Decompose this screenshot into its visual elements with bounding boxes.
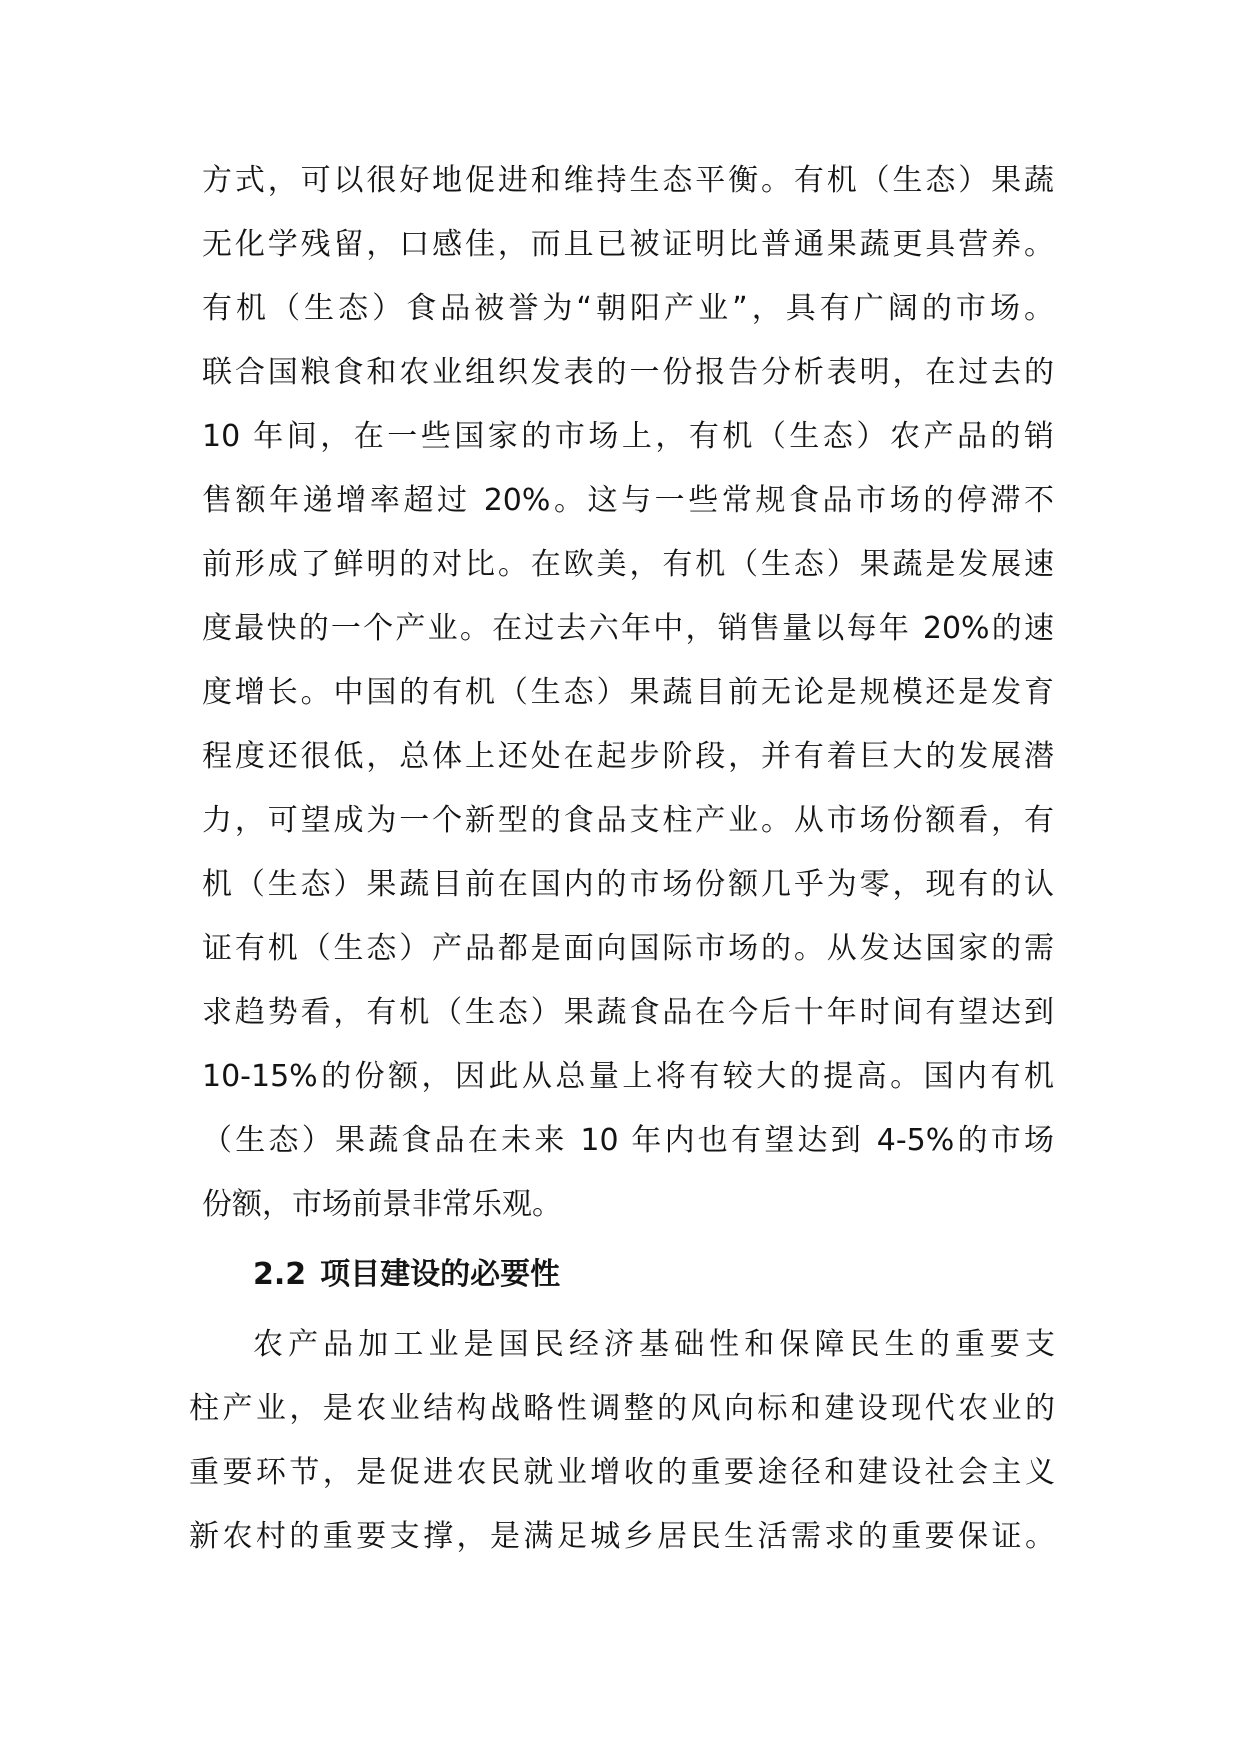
text-line: 份额，市场前景非常乐观。: [202, 1187, 562, 1222]
text-line: 售额年递增率超过 20%。这与一些常规食品市场的停滞不: [202, 483, 1054, 518]
text-line: 新农村的重要支撑，是满足城乡居民生活需求的重要保证。: [189, 1519, 1055, 1554]
section-title: 项目建设的必要性: [320, 1257, 561, 1292]
text-line: 度最快的一个产业。在过去六年中，销售量以每年 20%的速: [202, 611, 1054, 646]
text-line: 前形成了鲜明的对比。在欧美，有机（生态）果蔬是发展速: [202, 547, 1054, 582]
text-line: 10 年间，在一些国家的市场上，有机（生态）农产品的销: [202, 419, 1054, 454]
text-line: 无化学残留，口感佳，而且已被证明比普通果蔬更具营养。: [202, 227, 1054, 262]
text-line: 程度还很低，总体上还处在起步阶段，并有着巨大的发展潜: [202, 739, 1054, 774]
text-line: 方式，可以很好地促进和维持生态平衡。有机（生态）果蔬: [202, 163, 1054, 198]
text-line: 力，可望成为一个新型的食品支柱产业。从市场份额看，有: [202, 803, 1054, 838]
text-line: 柱产业，是农业结构战略性调整的风向标和建设现代农业的: [189, 1391, 1055, 1426]
text-line: 农产品加工业是国民经济基础性和保障民生的重要支: [253, 1327, 1055, 1362]
section-heading: [253, 1251, 560, 1299]
text-line: （生态）果蔬食品在未来 10 年内也有望达到 4-5%的市场: [202, 1123, 1054, 1158]
text-line: 证有机（生态）产品都是面向国际市场的。从发达国家的需: [202, 931, 1054, 966]
text-line: 重要环节，是促进农民就业增收的重要途径和建设社会主义: [189, 1455, 1055, 1490]
text-line: 度增长。中国的有机（生态）果蔬目前无论是规模还是发育: [202, 675, 1054, 710]
text-line: 求趋势看，有机（生态）果蔬食品在今后十年时间有望达到: [202, 995, 1054, 1030]
text-line: 10-15%的份额，因此从总量上将有较大的提高。国内有机: [202, 1059, 1054, 1094]
text-line: 联合国粮食和农业组织发表的一份报告分析表明，在过去的: [202, 355, 1054, 390]
text-line: 有机（生态）食品被誉为“朝阳产业”，具有广阔的市场。: [202, 291, 1054, 326]
section-number: 2.2: [253, 1257, 307, 1292]
text-line: 机（生态）果蔬目前在国内的市场份额几乎为零，现有的认: [202, 867, 1054, 902]
